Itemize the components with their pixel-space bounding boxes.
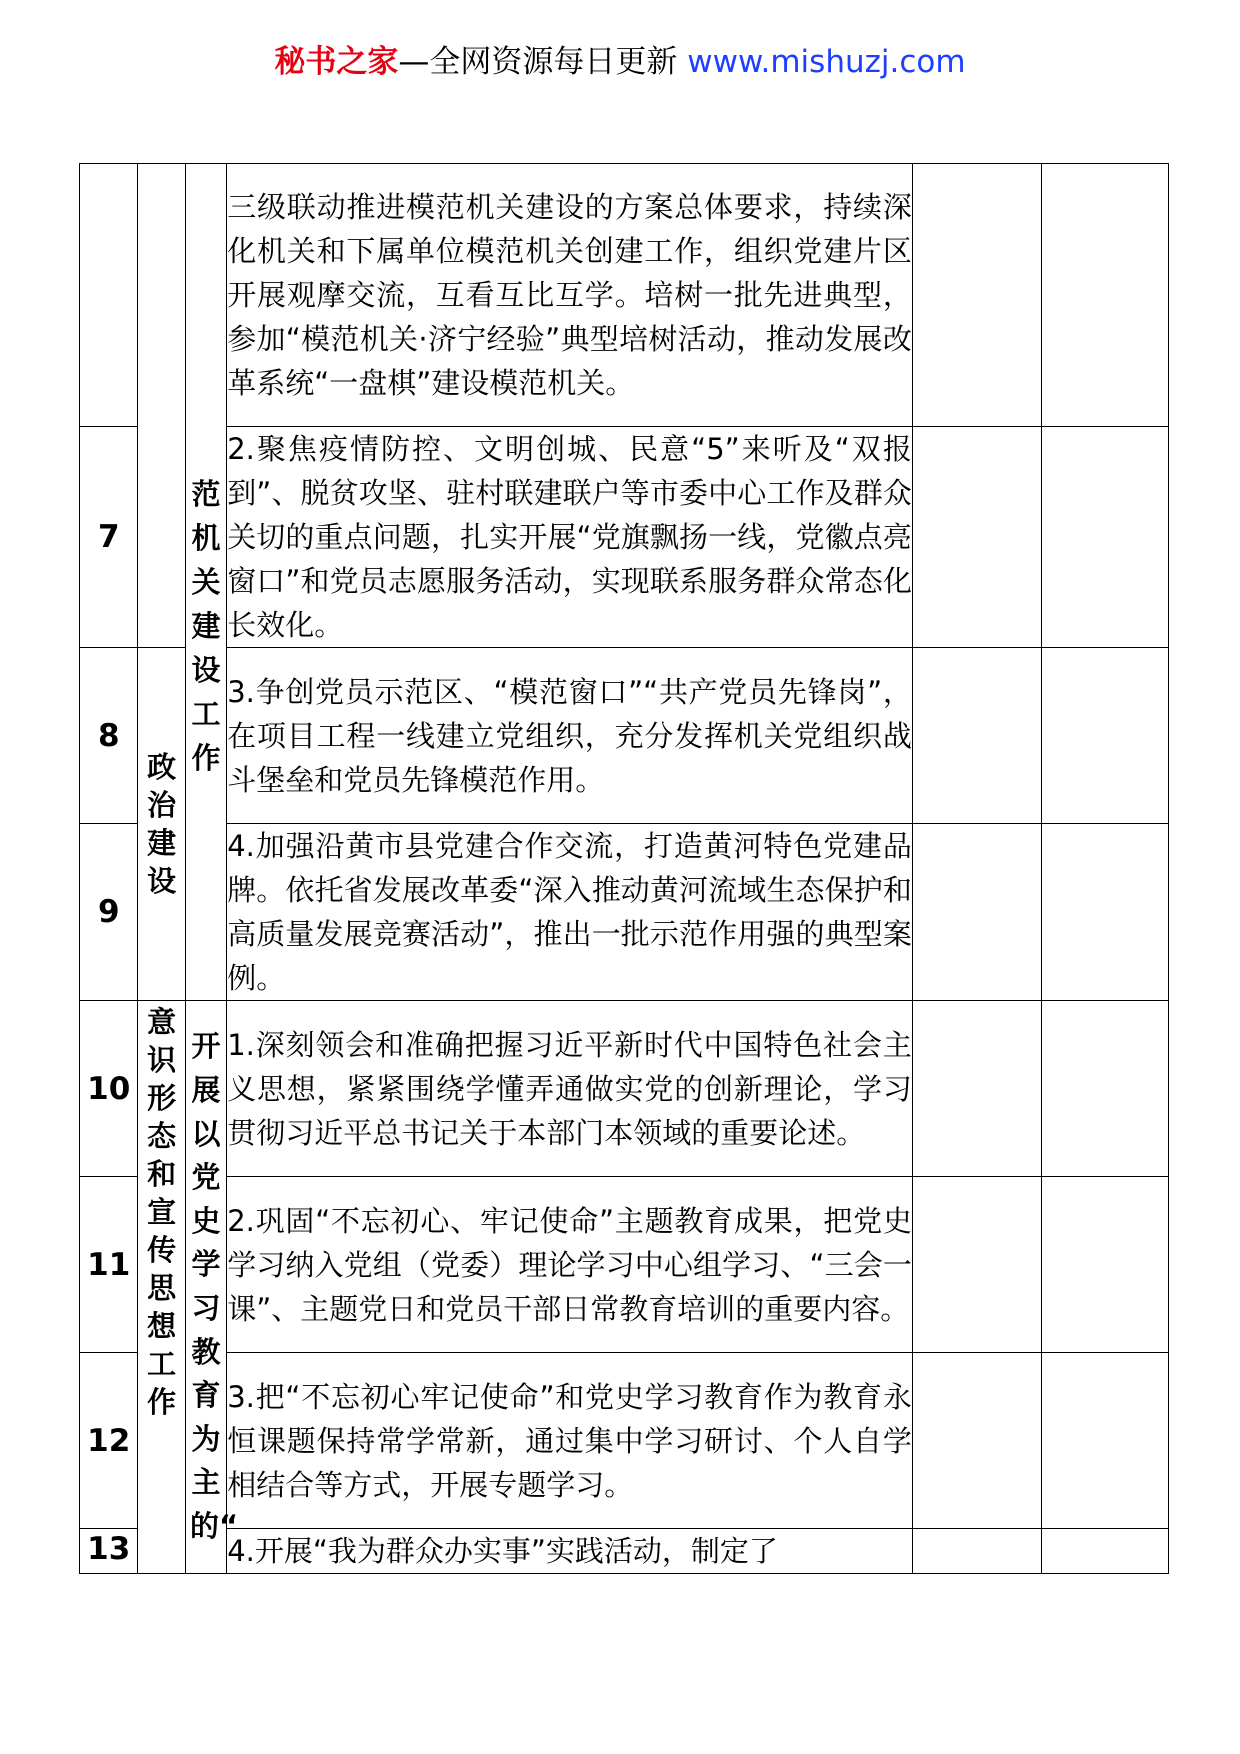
row-content: 1.深刻领会和准确把握习近平新时代中国特色社会主义思想，紧紧围绕学懂弄通做实党的创新理论，学习贯彻习近平总书记关于本部门本领域的重要论述。 [227, 1001, 913, 1177]
blank-cell[interactable] [1041, 824, 1168, 1001]
table-row [80, 427, 1169, 648]
subcategory-label: 开展以党史学习教育为主的“ [190, 1029, 239, 1543]
row-number [80, 164, 138, 427]
row-number: 13 [80, 1529, 138, 1574]
row-content: 三级联动推进模范机关建设的方案总体要求，持续深化机关和下属单位模范机关创建工作，组织党建片区开展观摩交流，互看互比互学。培树一批先进典型，参加“模范机关·济宁经验”典型培树活动，推动发展改革系统“一盘棋”建设模范机关。 [227, 164, 913, 427]
blank-cell[interactable] [912, 824, 1041, 1001]
row-content: 2.聚焦疫情防控、文明创城、民意“5”来听及“双报到”、脱贫攻坚、驻村联建联户等市委中心工作及群众关切的重点问题，扎实开展“党旗飘扬一线，党徽点亮窗口”和党员志愿服务活动，实现联系服务群众常态化长效化。 [227, 427, 913, 648]
category-ideology [138, 1001, 185, 1574]
subcategory-party-history [185, 1001, 239, 1574]
table-row [80, 164, 1169, 427]
subcategory-model-org [185, 164, 226, 1001]
blank-cell[interactable] [1041, 1177, 1168, 1353]
blank-cell[interactable] [1041, 427, 1168, 648]
page-header [0, 42, 1240, 82]
row-content: 3.把“不忘初心牢记使命”和党史学习教育作为教育永恒课题保持常学常新，通过集中学习研讨、个人自学相结合等方式，开展专题学习。 [227, 1353, 913, 1529]
header-tagline: —全网资源每日更新 [398, 44, 678, 80]
row-content: 4.加强沿黄市县党建合作交流，打造黄河特色党建品牌。依托省发展改革委“深入推动黄河流域生态保护和高质量发展竞赛活动”，推出一批示范作用强的典型案例。 [227, 824, 913, 1001]
blank-cell[interactable] [1041, 1001, 1168, 1177]
row-number: 9 [80, 824, 138, 1001]
row-content: 4.开展“我为群众办实事”实践活动，制定了 [227, 1529, 913, 1574]
row-number: 11 [80, 1177, 138, 1353]
blank-cell[interactable] [1041, 1529, 1168, 1574]
table-row [80, 1529, 1169, 1574]
blank-cell[interactable] [1041, 648, 1168, 824]
table-row [80, 1177, 1169, 1353]
blank-cell[interactable] [912, 1529, 1041, 1574]
row-number: 12 [80, 1353, 138, 1529]
blank-cell[interactable] [912, 427, 1041, 648]
blank-cell[interactable] [1041, 1353, 1168, 1529]
blank-cell[interactable] [912, 1001, 1041, 1177]
header-url[interactable]: www.mishuzj.com [687, 44, 966, 80]
blank-cell[interactable] [912, 1353, 1041, 1529]
row-number: 7 [80, 427, 138, 648]
table-row [80, 1001, 1169, 1177]
table-row [80, 824, 1169, 1001]
row-number: 8 [80, 648, 138, 824]
row-number: 10 [80, 1001, 138, 1177]
brand-name: 秘书之家 [274, 44, 399, 80]
subcategory-label: 范机关建设工作 [191, 477, 221, 775]
blank-cell[interactable] [912, 1177, 1041, 1353]
table-row [80, 1353, 1169, 1529]
blank-cell[interactable] [912, 648, 1041, 824]
row-content: 2.巩固“不忘初心、牢记使命”主题教育成果，把党史学习纳入党组（党委）理论学习中心组学习、“三会一课”、主题党日和党员干部日常教育培训的重要内容。 [227, 1177, 913, 1353]
blank-cell[interactable] [912, 164, 1041, 427]
task-table [79, 163, 1169, 1574]
category-cell-blank [138, 164, 185, 648]
table-row [80, 648, 1169, 824]
blank-cell[interactable] [1041, 164, 1168, 427]
row-content: 3.争创党员示范区、“模范窗口”“共产党员先锋岗”，在项目工程一线建立党组织，充分发挥机关党组织战斗堡垒和党员先锋模范作用。 [227, 648, 913, 824]
category-label: 意识形态和宣传思想工作 [147, 1005, 177, 1419]
category-label: 政治建设 [147, 750, 177, 898]
category-political [138, 648, 185, 1001]
